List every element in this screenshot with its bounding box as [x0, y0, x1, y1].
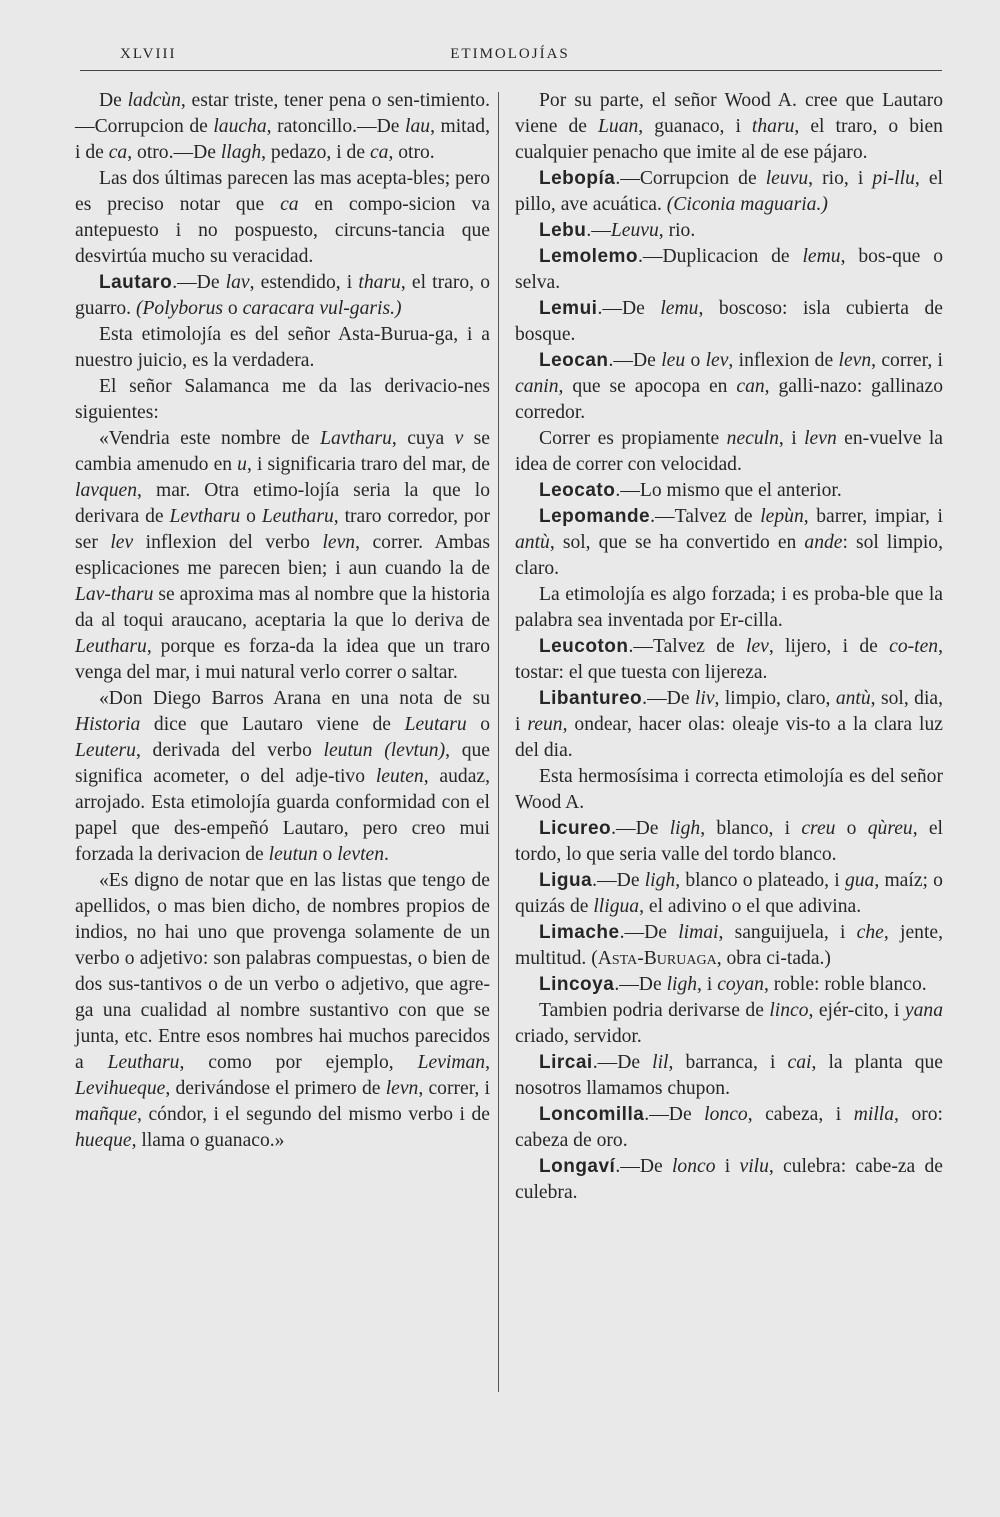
- paragraph: Esta hermosísima i correcta etimolojía es del señor Wood A.: [515, 766, 943, 813]
- paragraph: Correr es propiamente neculn, i levn en-vuelve la idea de correr con velocidad.: [515, 428, 943, 475]
- paragraph: Leocan.—De leu o lev, inflexion de levn, correr, i canin, que se apocopa en can, galli-nazo: gallinazo corredor.: [515, 350, 943, 423]
- paragraph: Ligua.—De ligh, blanco o plateado, i gua, maíz; o quizás de lligua, el adivino o el que adivina.: [515, 870, 943, 917]
- paragraph: Licureo.—De ligh, blanco, i creu o qùreu, el tordo, lo que seria valle del tordo blanco.: [515, 818, 943, 865]
- running-title: ETIMOLOJÍAS: [450, 46, 570, 62]
- paragraph: Leucoton.—Talvez de lev, lijero, i de co-ten, tostar: el que tuesta con lijereza.: [515, 636, 943, 683]
- paragraph: De ladcùn, estar triste, tener pena o sen-timiento.—Corrupcion de laucha, ratoncillo.—De lau, mitad, i de ca, otro.—De llagh, pedazo, i de ca, otro.: [75, 90, 490, 163]
- paragraph: El señor Salamanca me da las derivacio-nes siguientes:: [75, 376, 490, 423]
- header-rule: [80, 70, 942, 71]
- paragraph: Longaví.—De lonco i vilu, culebra: cabe-za de culebra.: [515, 1156, 943, 1203]
- paragraph: Las dos últimas parecen las mas acepta-bles; pero es preciso notar que ca en compo-sicion va antepuesto i no pospuesto, circuns-tancia que desvirtúa mucho su veracidad.: [75, 168, 490, 267]
- paragraph: Lepomande.—Talvez de lepùn, barrer, impiar, i antù, sol, que se ha convertido en ande: sol limpio, claro.: [515, 506, 943, 579]
- right-column: [515, 88, 943, 1206]
- paragraph: Lincoya.—De ligh, i coyan, roble: roble blanco.: [539, 974, 927, 995]
- paragraph: Lemolemo.—Duplicacion de lemu, bos-que o selva.: [515, 246, 944, 293]
- paragraph: «Vendria este nombre de Lavtharu, cuya v se cambia amenudo en u, i significaria traro del mar, de lavquen, mar. Otra etimo-lojía seria la que lo derivara de Levtharu o Leutharu, traro corredor, por ser lev inflexion del verbo levn, correr. Ambas esplicaciones me parecen bien; i aun cuando la de Lav-tharu se aproxima mas al nombre que la historia da al toqui araucano, aceptaria la que lo deriva de Leutharu, porque es forza-da la idea que un traro venga del mar, i mui natural verlo correr o saltar.: [75, 428, 491, 683]
- paragraph: «Es digno de notar que en las listas que tengo de apellidos, o mas bien dicho, de nombres propios de indios, no hai uno que provenga solamente de un verbo o adjetivo: son palabras compuestas, o bien de dos sus-tantivos o de un verbo o adjetivo, que agre-ga una cualidad al nombre sustantivo con que se junta, etc. Entre esos nombres hai muchos parecidos a Leutharu, como por ejemplo, Leviman, Levihueque, derivándose el primero de levn, correr, i mañque, cóndor, i el segundo del mismo verbo i de hueque, llama o guanaco.»: [75, 870, 490, 1151]
- page-header: [80, 40, 940, 68]
- paragraph: Lemui.—De lemu, boscoso: isla cubierta de bosque.: [515, 298, 943, 345]
- paragraph: Esta etimolojía es del señor Asta-Burua-ga, i a nuestro juicio, es la verdadera.: [75, 324, 490, 371]
- paragraph: Leocato.—Lo mismo que el anterior.: [539, 480, 842, 501]
- paragraph: Lebu.—Leuvu, rio.: [539, 220, 696, 241]
- paragraph: Tambien podria derivarse de linco, ejér-cito, i yana criado, servidor.: [515, 1000, 944, 1047]
- paragraph: Lircai.—De lil, barranca, i cai, la planta que nosotros llamamos chupon.: [515, 1052, 943, 1099]
- paragraph: La etimolojía es algo forzada; i es proba-ble que la palabra sea inventada por Er-cilla.: [515, 584, 943, 631]
- paragraph: Lebopía.—Corrupcion de leuvu, rio, i pi-llu, el pillo, ave acuática. (Ciconia maguaria.): [515, 168, 943, 215]
- page-number: XLVIII: [120, 46, 177, 62]
- column-divider: [498, 92, 499, 1392]
- paragraph: Lautaro.—De lav, estendido, i tharu, el traro, o guarro. (Polyborus o caracara vul-garis.): [75, 272, 490, 319]
- paragraph: «Don Diego Barros Arana en una nota de su Historia dice que Lautaro viene de Leutaru o Leuteru, derivada del verbo leutun (levtun), que significa acometer, o del adje-tivo leuten, audaz, arrojado. Esta etimolojía guarda conformidad con el papel que des-empeñó Lautaro, pero creo mui forzada la derivacion de leutun o levten.: [75, 688, 490, 865]
- paragraph: Libantureo.—De liv, limpio, claro, antù, sol, dia, i reun, ondear, hacer olas: oleaje vis-to a la clara luz del dia.: [515, 688, 943, 761]
- paragraph: Limache.—De limai, sanguijuela, i che, jente, multitud. (Asta-Buruaga, obra ci-tada.): [515, 922, 943, 969]
- left-column: [75, 88, 490, 1154]
- paragraph: Loncomilla.—De lonco, cabeza, i milla, oro: cabeza de oro.: [515, 1104, 944, 1151]
- paragraph: Por su parte, el señor Wood A. cree que Lautaro viene de Luan, guanaco, i tharu, el traro, o bien cualquier penacho que imite al de ese pájaro.: [515, 90, 943, 163]
